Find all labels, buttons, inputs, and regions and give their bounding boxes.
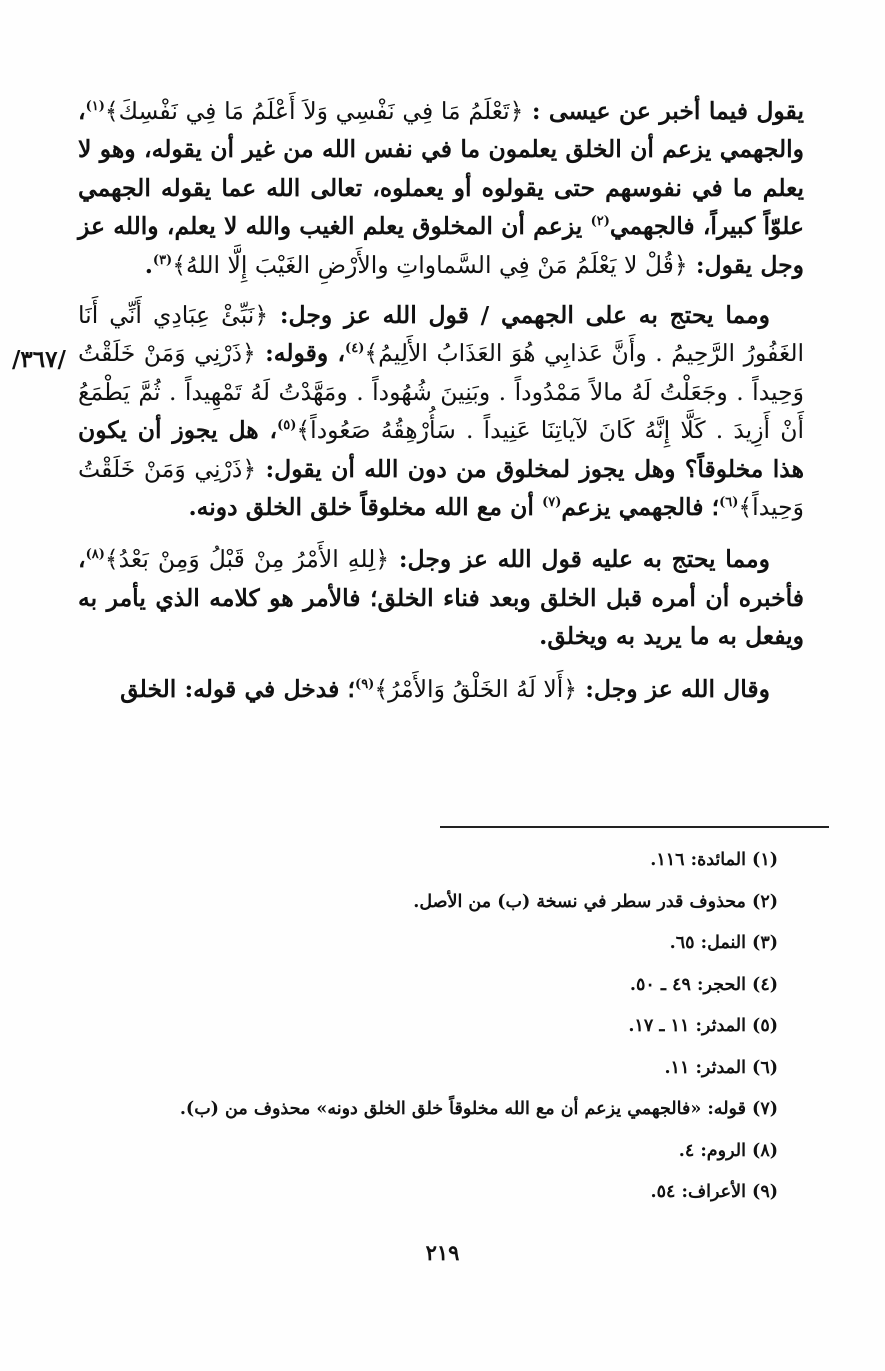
paragraph-3: [78, 540, 804, 655]
footnote-ref: (١): [85, 99, 105, 115]
paragraph-text: ومما يحتج به على الجهمي / قول الله عز وجل:: [268, 301, 771, 330]
quran-quote: ﴿ذَرْنِي وَمَنْ خَلَقْتُ وَحِيداً﴾: [78, 454, 804, 522]
paragraph-1: [78, 92, 804, 284]
quran-quote: ﴿ذَرْنِي وَمَنْ خَلَقْتُ وَحِيداً . وجَعَلْتُ لَهُ مالاً مَمْدُوداً . وبَنِينَ شُهُوداً . ومَهَّدْتُ لَهُ تَمْهِيداً . ثُمَّ يَطْمَعُ أَنْ أَزِيدَ . كَلَّا إِنَّهُ كَانَ لآياتِنَا عَنِيداً . سَأُرْهِقُهُ صَعُوداً﴾: [78, 339, 804, 445]
paragraph-text: ؛ فالجهمي يزعم: [561, 493, 720, 522]
page-number: ٢١٩: [425, 1240, 460, 1265]
paragraph-text: ومما يحتج به عليه قول الله عز وجل:: [389, 545, 770, 574]
paragraph-text: ، فأخبره أن أمره قبل الخلق وبعد فناء الخلق؛ فالأمر هو كلامه الذي يأمر به ويفعل به ما يريد به ويخلق.: [78, 545, 804, 651]
footnote-ref: (٥): [277, 418, 297, 434]
footnote-ref: (٩): [355, 676, 375, 692]
main-text: [78, 92, 804, 708]
quran-quote: ﴿نَبِّئْ عِبَادِي أَنِّي أَنَا الغَفُورُ الرَّحِيمُ . وأَنَّ عَذابِي هُوَ العَذَابُ الأَلِيمُ﴾: [78, 301, 805, 368]
paragraph-text: أن مع الله مخلوقاً خلق الخلق دونه.: [188, 493, 543, 522]
footnote-divider: [440, 826, 829, 828]
footnote-item: (١) المائدة: ١١٦.: [650, 850, 778, 870]
paragraph-text: يزعم أن المخلوق يعلم الغيب والله لا يعلم، والله عز وجل يقول:: [78, 212, 804, 279]
paragraph-text: ، وقوله:: [255, 339, 346, 368]
footnote-item: (٩) الأعراف: ٥٤.: [650, 1182, 778, 1202]
footnote-item: (٢) محذوف قدر سطر في نسخة (ب) من الأصل.: [413, 891, 778, 912]
footnote-ref: (٨): [85, 547, 105, 563]
footnote-ref: (٧): [542, 495, 562, 511]
paragraph-text: يقول فيما أخبر عن عيسى :: [523, 97, 804, 125]
manuscript-page-marker: /٣٦٧/: [12, 346, 66, 373]
quran-quote: ﴿أَلا لَهُ الخَلْقُ وَالأَمْرُ﴾: [374, 674, 578, 703]
footnote-item: (٧) قوله: «فالجهمي يزعم أن مع الله مخلوقاً خلق الخلق دونه» محذوف من (ب).: [179, 1099, 778, 1119]
quran-quote: ﴿لِلهِ الأَمْرُ مِنْ قَبْلُ وَمِنْ بَعْدُ﴾: [104, 545, 390, 574]
paragraph-text: وقال الله عز وجل:: [577, 674, 770, 703]
footnotes-list: [78, 840, 778, 1214]
footnote-ref: (٤): [345, 341, 365, 357]
footnote-item: (٦) المدثر: ١١.: [664, 1057, 778, 1078]
paragraph-text: .: [144, 250, 153, 279]
footnote-item: (٨) الروم: ٤.: [678, 1140, 778, 1161]
quran-quote: ﴿تَعْلَمُ مَا فِي نَفْسِي وَلاَ أَعْلَمُ مَا فِي نَفْسِكَ﴾: [104, 97, 524, 125]
footnote-item: (٥) المدثر: ١١ ـ ١٧.: [628, 1016, 778, 1036]
footnote-item: (٤) الحجر: ٤٩ ـ ٥٠.: [629, 974, 778, 995]
paragraph-text: ، والجهمي يزعم أن الخلق يعلمون ما في نفس الله من غير أن يقوله، وهو لا يعلم ما في نفوسهم حتى يقولوه أو يعملوه، تعالى الله عما يقوله الجهمي علوّاً كبيراً، فالجهمي: [78, 97, 804, 241]
footnote-ref: (٣): [152, 252, 173, 268]
paragraph-text: ، هل يجوز أن يكون هذا مخلوقاً؟ وهل يجوز لمخلوق من دون الله أن يقول:: [78, 416, 805, 483]
paragraph-2: [78, 296, 804, 526]
footnote-ref: (٢): [590, 214, 610, 230]
paragraph-4: [78, 670, 804, 708]
quran-quote: ﴿قُلْ لا يَعْلَمُ مَنْ فِي السَّماواتِ والأَرْضِ الغَيْبَ إِلَّا اللهُ﴾: [172, 250, 688, 279]
footnote-ref: (٦): [719, 495, 739, 511]
paragraph-text: ؛ فدخل في قوله: الخلق: [120, 674, 356, 703]
footnote-item: (٣) النمل: ٦٥.: [669, 933, 778, 953]
